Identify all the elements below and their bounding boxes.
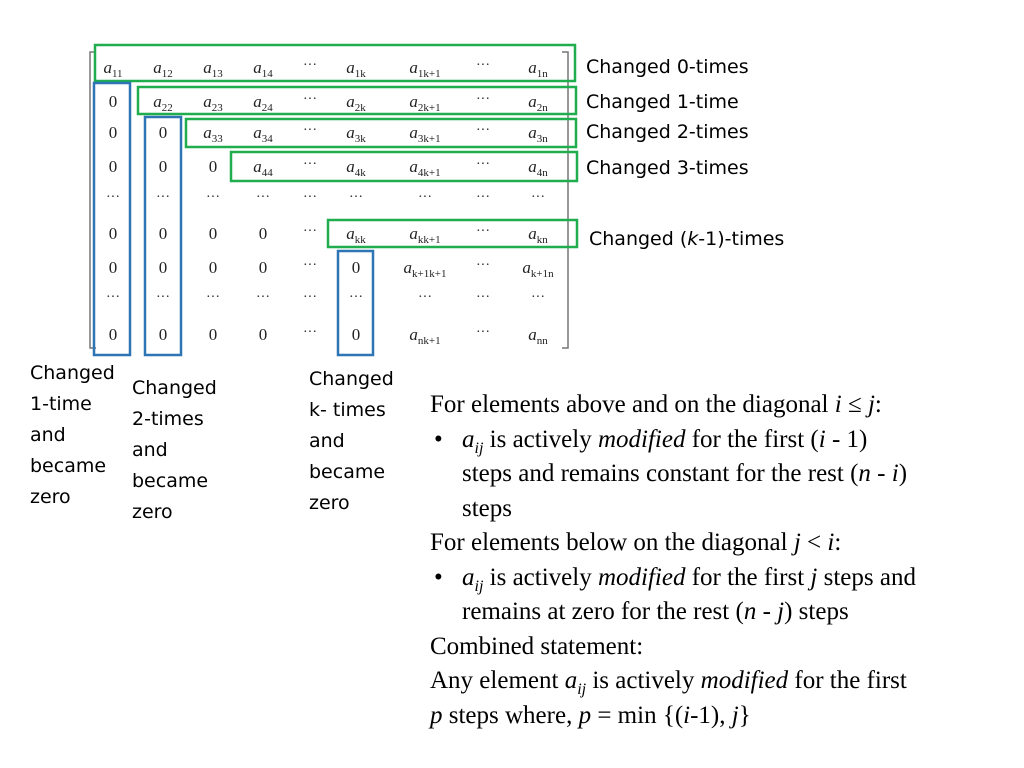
matrix-cell: ··· [303,290,317,305]
matrix-cell: 0 [108,325,118,344]
matrix-cell: ··· [303,58,317,73]
matrix-cell: $a_{2k}$ [346,92,366,114]
matrix-cell: ··· [531,190,545,205]
matrix-right-bracket [562,52,568,348]
matrix-cell: ··· [303,157,317,172]
matrix-cell: 0 [158,325,168,344]
matrix-cell: ··· [476,190,490,205]
matrix-cell: 0 [208,325,218,344]
matrix-cell: $a_{nn}$ [528,325,548,347]
above-diagonal-bullet: • $a_{ij}$ is actively modified for the first (i - 1) [430,423,1010,458]
matrix-cell: $a_{1n}$ [528,58,548,80]
label-changed-3-times: Changed 3-times [586,157,749,179]
matrix-cell: ··· [349,190,363,205]
matrix-cell: $a_{2k+1}$ [409,92,441,114]
matrix-cell: ··· [418,290,432,305]
matrix-cell: $a_{24}$ [253,92,273,114]
matrix-cell: ··· [476,157,490,172]
matrix-cell: 0 [208,258,218,277]
matrix-cell: 0 [108,258,118,277]
matrix-cell: $a_{2n}$ [528,92,548,114]
matrix-cell: ··· [206,290,220,305]
matrix-cell: ··· [476,123,490,138]
matrix-cell: ··· [156,190,170,205]
matrix-cell: $a_{3k+1}$ [409,123,441,145]
explanation-text [430,388,1010,733]
matrix-cell: $a_{1k}$ [346,58,366,80]
matrix-cell: 0 [158,123,168,142]
matrix-cell: ··· [156,290,170,305]
matrix-cell: $a_{kk}$ [346,224,366,246]
matrix-cell: 0 [158,258,168,277]
green-highlight-row-3 [231,152,577,181]
matrix-cell: $a_{13}$ [203,58,223,80]
below-diagonal-intro: For elements below on the diagonal j < i: [430,529,842,556]
matrix-cell: ··· [303,123,317,138]
matrix-cell: $a_{kk+1}$ [409,224,441,246]
matrix-cell: ··· [476,258,490,273]
matrix-cell: $a_{23}$ [203,92,223,114]
label-column2-became-zero: Changed 2-times and became zero [132,377,217,523]
matrix-cell: $a_{22}$ [153,92,173,114]
matrix-cell: $a_{k+1n}$ [522,258,554,280]
above-diagonal-bullet-end: steps [462,494,512,522]
matrix-cell: $a_{11}$ [103,58,123,80]
matrix-cell: $a_{4n}$ [528,157,548,179]
green-highlight-row-2 [186,119,576,147]
matrix-cell: ··· [303,258,317,273]
label-changed-2-times: Changed 2-times [586,121,749,143]
matrix-cell: ··· [476,325,490,340]
matrix-cell: ··· [106,190,120,205]
matrix-cell: 0 [108,224,118,243]
matrix-cell: $a_{nk+1}$ [409,325,441,347]
matrix-cell: $a_{3k}$ [346,123,366,145]
matrix-cell: $a_{12}$ [153,58,173,80]
label-column-k-became-zero: Changed k- times and became zero [309,368,394,514]
matrix-cell: $a_{33}$ [203,123,223,145]
matrix-cell: $a_{kn}$ [528,224,548,246]
matrix-cell: 0 [158,157,168,176]
matrix-cell: ··· [303,92,317,107]
matrix-cell: 0 [258,325,268,344]
below-diagonal-bullet-cont: remains at zero for the rest (n - j) steps [462,598,849,625]
matrix-cell: ··· [106,290,120,305]
bullet-point: • [434,563,443,591]
matrix-cell: 0 [258,258,268,277]
matrix-cell: ··· [256,190,270,205]
matrix-cell: 0 [158,224,168,243]
matrix-cell: $a_{44}$ [253,157,273,179]
matrix-cell: $a_{14}$ [253,58,273,80]
above-diagonal-intro: For elements above and on the diagonal i ≤ j: [430,391,882,418]
label-changed-k-1-times: Changed (k-1)-times [589,228,785,250]
matrix-cell: ··· [303,224,317,239]
matrix-cell: $a_{k+1k+1}$ [403,258,447,280]
matrix-cell: $a_{4k+1}$ [409,157,441,179]
matrix-cell: 0 [258,224,268,243]
above-diagonal-bullet-cont: steps and remains constant for the rest (n - i) [462,460,908,487]
combined-statement-line2: p steps where, p = min {(i-1), j} [430,701,751,729]
matrix-cell: ··· [476,290,490,305]
matrix-cell: $a_{3n}$ [528,123,548,145]
matrix-cell: 0 [108,92,118,111]
matrix-cell: ··· [531,290,545,305]
matrix-cell: 0 [351,258,361,277]
matrix-cell: 0 [351,325,361,344]
matrix-cell: ··· [476,58,490,73]
matrix-cell: $a_{34}$ [253,123,273,145]
matrix-cell: ··· [476,92,490,107]
matrix-cell: ··· [303,190,317,205]
matrix-cell: 0 [208,157,218,176]
matrix-cell: ··· [256,290,270,305]
matrix-cell: $a_{1k+1}$ [409,58,441,80]
label-column1-became-zero: Changed 1-time and became zero [30,362,115,508]
matrix-cell: 0 [208,224,218,243]
matrix-cell: ··· [303,325,317,340]
matrix-cell: 0 [108,157,118,176]
label-changed-0-times: Changed 0-times [586,56,749,78]
matrix-cell: ··· [206,190,220,205]
matrix-cell: ··· [476,224,490,239]
bullet-point: • [434,425,443,453]
below-diagonal-bullet: • $a_{ij}$ is actively modified for the first j steps and [430,561,1010,596]
matrix-cell: ··· [349,290,363,305]
combined-statement-title: Combined statement: [430,632,644,660]
matrix-cell: ··· [418,190,432,205]
label-changed-1-time: Changed 1-time [586,91,739,113]
matrix-cell: 0 [108,123,118,142]
matrix-cell: $a_{4k}$ [346,157,366,179]
combined-statement-line1: Any element $a_{ij}$ is actively modified for the first [430,667,907,698]
